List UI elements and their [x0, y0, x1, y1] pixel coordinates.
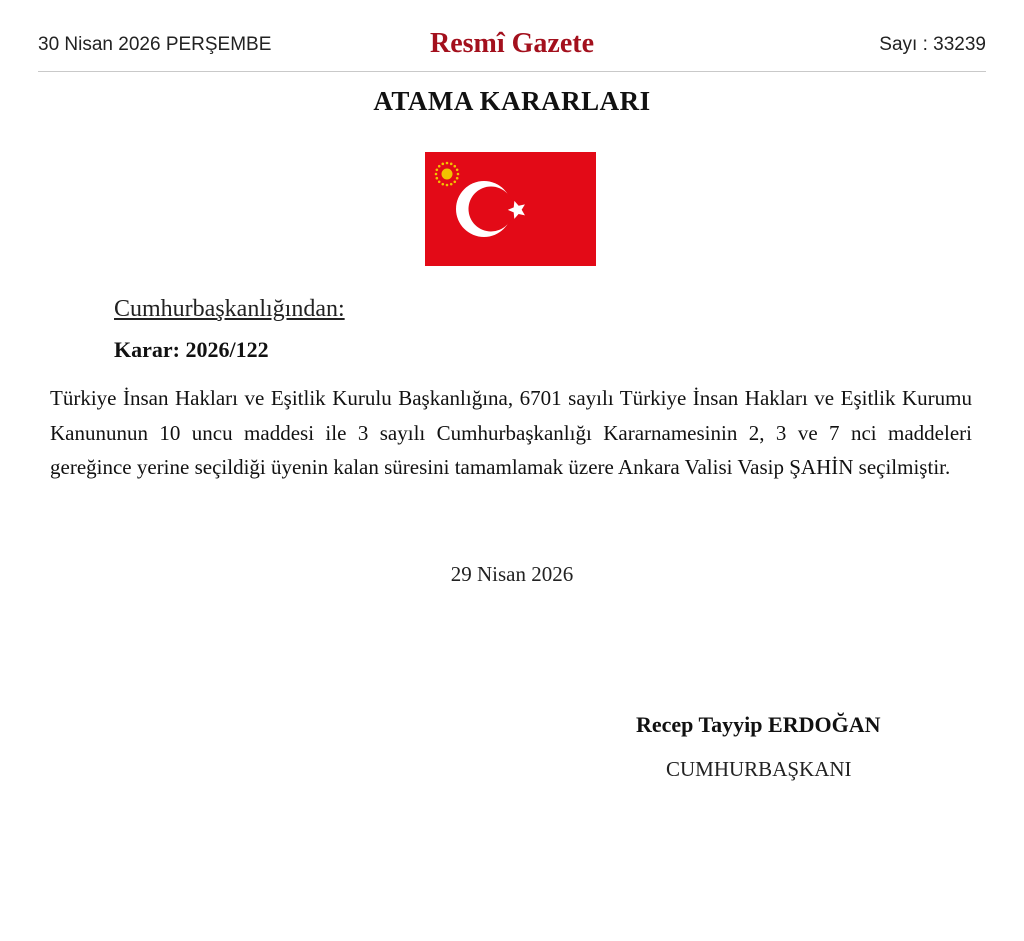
seal-star-icon	[450, 183, 453, 186]
issuing-authority: Cumhurbaşkanlığından:	[114, 296, 345, 322]
seal-star-icon	[456, 177, 459, 180]
seal-star-icon	[456, 168, 459, 171]
seal-star-icon	[457, 173, 460, 176]
signatory-title: CUMHURBAŞKANI	[666, 757, 852, 781]
seal-star-icon	[450, 163, 453, 166]
seal-star-icon	[435, 173, 438, 176]
gazette-title: Resmî Gazete	[429, 28, 595, 59]
seal-star-icon	[446, 184, 449, 187]
seal-star-icon	[453, 165, 456, 168]
header-divider	[38, 71, 986, 72]
section-title: ATAMA KARARLARI	[373, 86, 651, 116]
seal-star-icon	[436, 177, 439, 180]
seal-star-icon	[438, 180, 441, 183]
issue-date: 30 Nisan 2026 PERŞEMBE	[38, 34, 272, 55]
issue-number: Sayı : 33239	[879, 34, 986, 55]
signatory-name: Recep Tayyip ERDOĞAN	[636, 712, 881, 737]
gazette-header	[38, 28, 986, 68]
decision-number: Karar: 2026/122	[114, 337, 269, 362]
seal-star-icon	[446, 162, 449, 165]
decision-text: Türkiye İnsan Hakları ve Eşitlik Kurulu Başkanlığına, 6701 sayılı Türkiye İnsan Hakları ve Eşitlik Kurumu Kanununun 10 uncu maddesi ile 3 sayılı Cumhurbaşkanlığı Kararnamesinin 2, 3 ve 7 nci maddeleri gereğince yerine seçildiği üyenin kalan süresini tamamlamak üzere Ankara Valisi Vasip ŞAHİN seçilmiştir.	[50, 386, 972, 479]
turkish-flag-icon	[425, 152, 596, 266]
seal-star-icon	[441, 183, 444, 186]
seal-star-icon	[436, 168, 439, 171]
seal-star-icon	[438, 165, 441, 168]
seal-star-icon	[453, 180, 456, 183]
seal-star-icon	[441, 163, 444, 166]
decision-date: 29 Nisan 2026	[450, 562, 574, 586]
